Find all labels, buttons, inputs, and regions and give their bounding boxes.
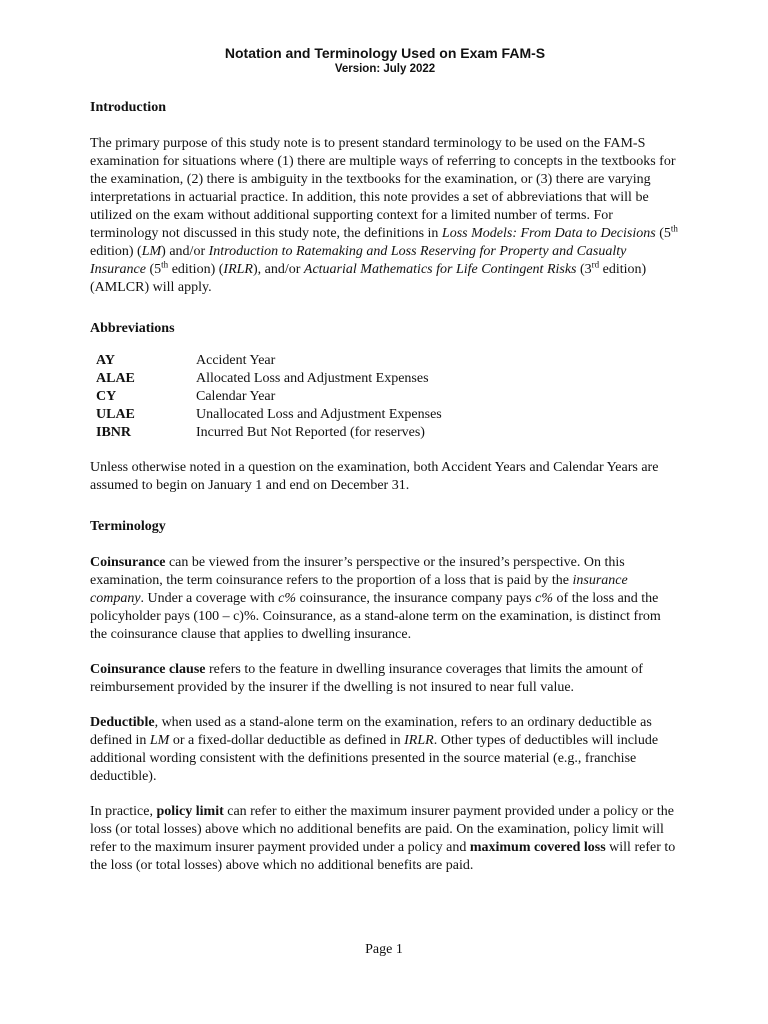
intro-text: (3 <box>576 262 592 277</box>
term-text: can be viewed from the insurer’s perspective or the insured’s perspective. On this examination, the term coinsurance refers to the proportion of a loss that is paid by the <box>90 555 625 588</box>
intro-text: (5 <box>146 262 162 277</box>
abbr-irlr: IRLR <box>223 262 253 277</box>
abbr-code: ALAE <box>96 371 135 386</box>
book-title-lm: Loss Models: From Data to Decisions <box>441 226 656 241</box>
term-text: , when used as a stand-alone term on the examination, refers to an ordinary deductible as defined in <box>90 715 652 748</box>
introduction-heading: Introduction <box>90 100 166 115</box>
intro-text: edition) ( <box>168 262 224 277</box>
abbr-code: CY <box>96 389 117 404</box>
abbr-meaning: Accident Year <box>196 353 276 368</box>
document-page <box>90 44 680 875</box>
coinsurance-clause-paragraph <box>90 661 680 697</box>
coinsurance-paragraph <box>90 554 680 644</box>
table-row <box>96 424 442 442</box>
term-text: coinsurance, the insurance company pays <box>296 591 536 606</box>
document-version: Version: July 2022 <box>334 63 436 75</box>
ordinal-suffix: rd <box>591 259 600 270</box>
intro-text: ), and/or <box>252 262 304 277</box>
math-expression: c% <box>535 591 554 606</box>
abbr-lm: LM <box>141 244 162 259</box>
abbr-meaning: Allocated Loss and Adjustment Expenses <box>196 371 429 386</box>
table-row <box>96 352 442 370</box>
abbr-code: AY <box>96 353 115 368</box>
emphasis-text: LM <box>149 733 170 748</box>
term-text: or a fixed-dollar deductible as defined in <box>169 733 405 748</box>
term-text: can refer to either the maximum insurer payment provided under a policy or the loss (or total losses) above which no additional benefits are paid. On the examination, policy limit will refer to the maximum insurer payment provided under a policy and <box>90 804 674 855</box>
abbr-meaning: Incurred But Not Reported (for reserves) <box>196 425 425 440</box>
abbr-meaning: Unallocated Loss and Adjustment Expenses <box>196 407 442 422</box>
term-deductible: Deductible <box>90 715 155 730</box>
table-row <box>96 388 442 406</box>
math-expression: (100 – c)% <box>193 609 256 624</box>
intro-text: (5 <box>655 226 671 241</box>
abbr-code: ULAE <box>96 407 135 422</box>
abbreviations-table <box>96 352 442 442</box>
math-expression: c% <box>278 591 297 606</box>
table-row <box>96 406 442 424</box>
abbr-code: IBNR <box>96 425 132 440</box>
intro-text: edition) ( <box>90 244 142 259</box>
intro-text: ) and/or <box>161 244 209 259</box>
term-maximum-covered-loss: maximum covered loss <box>469 840 606 855</box>
ordinal-suffix: th <box>670 223 678 234</box>
terminology-heading: Terminology <box>90 519 166 534</box>
policy-limit-paragraph <box>90 803 680 875</box>
term-text: will refer to the loss (or total losses) above which no additional benefits are paid. <box>90 840 676 873</box>
intro-text: The primary purpose of this study note is to present standard terminology to be used on the FAM-S examination for situations where (1) there are multiple ways of referring to concepts in the textbooks for the examination, (2) there is ambiguity in the textbooks for the examination, or (3) there are varying interpretations in actuarial practice. In addition, this note provides a set of abbreviations that will be utilized on the exam without additional supporting context for a limited number of terms. For terminology not discussed in this study note, the definitions in <box>90 136 676 241</box>
introduction-paragraph <box>90 135 680 297</box>
term-coinsurance: Coinsurance <box>90 555 166 570</box>
table-row <box>96 370 442 388</box>
term-text: refers to the feature in dwelling insurance coverages that limits the amount of reimbursement provided by the insurer if the dwelling is not insured to near full value. <box>90 662 643 695</box>
intro-text: edition) (AMLCR) will apply. <box>90 262 647 295</box>
abbreviations-heading: Abbreviations <box>90 321 175 336</box>
term-text: In practice, <box>90 804 157 819</box>
term-coinsurance-clause: Coinsurance clause <box>90 662 206 677</box>
term-text: . Other types of deductibles will include additional wording consistent with the definitions presented in the source material (e.g., franchise deductible). <box>90 733 659 784</box>
page-number: Page 1 <box>365 942 403 957</box>
book-title-amlcr: Actuarial Mathematics for Life Contingent Risks <box>303 262 577 277</box>
deductible-paragraph <box>90 714 680 786</box>
term-policy-limit: policy limit <box>156 804 224 819</box>
document-title: Notation and Terminology Used on Exam FAM-S <box>224 45 546 61</box>
term-text: of the loss and the policyholder pays <box>90 591 659 624</box>
emphasis-text: insurance company <box>90 573 628 606</box>
emphasis-text: IRLR <box>404 733 434 748</box>
abbr-meaning: Calendar Year <box>196 389 276 404</box>
ordinal-suffix: th <box>161 259 169 270</box>
book-title-irlr: Introduction to Ratemaking and Loss Reserving for Property and Casualty Insurance <box>90 244 627 277</box>
term-text: . Under a coverage with <box>140 591 279 606</box>
term-text: . Coinsurance, as a stand-alone term on the examination, is distinct from the coinsurance clause that applies to dwelling insurance. <box>90 609 661 642</box>
calendar-note-paragraph: Unless otherwise noted in a question on the examination, both Accident Years and Calendar Years are assumed to begin on January 1 and end on December 31. <box>90 460 659 493</box>
